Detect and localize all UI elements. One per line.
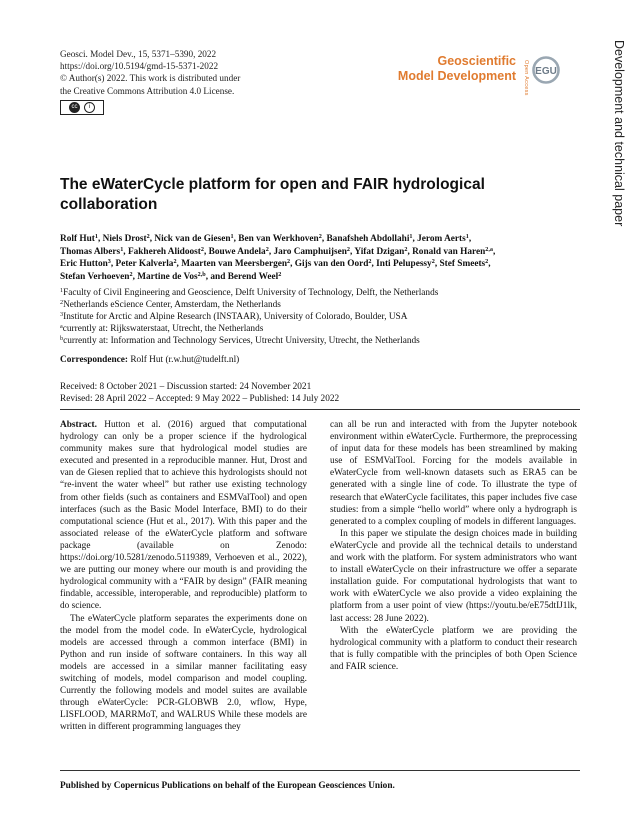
author-name: Maarten van Meersbergen [181,259,288,270]
author-affiliation-mark: 2 [278,270,282,278]
author-name: Yifat Dzigan [354,246,405,257]
author-affiliation-mark: 2 [173,258,177,266]
author-line: Thomas Albers$^1$, Fakhereh Alidoost$^2$, Bouwe Andela$^2$, Jaro Camphuijsen$^2$, Yifat Dzigan$^2$, Ronald van Haren$^{2,a}$, [60,245,496,257]
author-name: Rolf Hut [60,234,95,244]
author-name: Ronald van Haren [412,246,486,257]
affiliations [60,287,580,347]
divider [60,409,580,410]
section-label: Development and technical paper [612,40,626,227]
author-affiliation-mark: 2,b [197,270,206,278]
abstract-column-left [60,419,307,733]
citation-line: © Author(s) 2022. This work is distributed under [60,73,241,84]
author-affiliation-mark: 3 [107,258,111,266]
abstract-text: Hutton et al. (2016) argued that computational hydrology can only be a proper science if the hydrological community makes sure that hydrological model studies are executed and presented in a reproducible manner. Hut, Drost and van de Giesen replied that to achieve this hydrologists should not “re-invent the water wheel” but rather use existing technology from other fields (such as containers and ESMValTool) and open interfaces (such as the Basic Model Interface, BMI) to do their computational science (Hut et al., 2017). With this paper and the associated release of the eWaterCycle platform and software package (available on Zenodo: https://doi.org/10.5281/zenodo.5119389, Verhoeven et al., 2022), we are putting our money where our mouth is and providing the hydrological community with a “FAIR by design” (FAIR meaning findable, accessible, interoperable, and reproducible) platform to do science. [60,420,307,612]
author-affiliation-mark: 2,a [485,245,494,253]
abstract-paragraph: The eWaterCycle platform separates the experiments done on the model from the model code. In eWaterCycle, hydrological models are accessed through a common interface (BMI) in Python and run inside of software containers. In this way all models are accessed in a similar manner facilitating easy switching of models, model comparison and model coupling. Currently the following models and model suites are available through eWaterCycle: PCR-GLOBWB 2.0, wflow, Hype, LISFLOOD, MARRMoT, and WALRUS While these models are written in different programming languages they [60,613,307,733]
correspondence [60,355,239,365]
author-affiliation-mark: 1 [120,245,124,253]
citation-line: the Creative Commons Attribution 4.0 License. [60,85,235,96]
author-affiliation-mark: 2 [129,270,133,278]
author-name: Stefan Verhoeven [60,271,130,282]
correspondence-label: Correspondence: [60,355,128,365]
author-name: Berend Weel [227,271,279,282]
author-affiliation-mark: 2 [146,233,150,240]
author-name: Stef Smeets [439,259,486,270]
abstract-label: Abstract. [60,420,97,430]
author-affiliation-mark: 2 [346,245,351,253]
affiliation-text: currently at: Information and Technology Services, Utrecht University, Utrecht, the Netherlands [63,336,420,347]
author-name: Gijs van den Oord [294,259,369,270]
author-affiliation-mark: 1 [94,233,98,240]
attribution-icon: i [84,102,95,113]
cc-by-license-badge[interactable] [60,100,104,115]
abstract-paragraph: With the eWaterCycle platform we are providing the hydrological community with a platform to conduct their research that is fully compatible with the principles of both Open Science and FAIR science. [330,625,577,672]
publication-dates [60,381,339,405]
correspondence-email[interactable]: Rolf Hut (r.w.hut@tudelft.nl) [130,355,240,365]
open-access-label: Open Access [523,60,529,96]
author-affiliation-mark: 2 [431,258,435,266]
author-affiliation-mark: 2 [287,258,291,266]
citation-block [60,48,240,97]
author-name: Martine de Vos [137,271,198,282]
author-affiliation-mark: 2 [265,245,269,253]
author-line: Eric Hutton$^3$, Peter Kalverla$^2$, Maarten van Meersbergen$^2$, Gijs van den Oord$^2$, Inti Pelupessy$^2$, Stef Smeets$^2$, [60,258,491,270]
journal-name-line1: Geoscientific [437,54,516,68]
affiliation [60,323,580,335]
affiliation-text: currently at: Rijkswaterstaat, Utrecht, the Netherlands [62,324,264,335]
affiliation [60,299,580,311]
affiliation-mark: 1 [60,287,64,294]
author-name: Niels Drost [102,234,147,244]
footer-divider [60,770,580,771]
author-affiliation-mark: 1 [465,233,469,240]
abstract-paragraph: can all be run and interacted with from the Jupyter notebook environment within eWaterCycle. Furthermore, the preprocessing of input data for these models has been streamlined by making use of ESMValTool. Forcing for the models available in eWaterCycle from well-known datasets such as ERA5 can be generated with a single line of code. To illustrate the type of research that eWaterCycle facilitates, this paper includes five case studies: from a simple “hello world” where only a hydrograph is generated to a complex coupling of models in different languages. [330,420,577,527]
citation-line: Geosci. Model Dev., 15, 5371–5390, 2022 [60,49,217,59]
affiliation [60,287,580,299]
cc-icon: cc [69,102,80,113]
abstract-paragraph: In this paper we stipulate the design choices made in building eWaterCycle and provide all the technical details to understand and work with the platform. For system administrators who want to install eWaterCycle on their infrastructure we offer a separate installation guide. For computational hydrologists that want to work with eWaterCycle we also provide a video explaining the platform from a user point of view (https://youtu.be/eE75dtIJ1lk, last access: 28 June 2022). [330,528,577,624]
journal-name-line2: Model Development [397,69,516,83]
author-name: Banafsheh Abdollahi [326,234,410,244]
author-line: Rolf Hut$^1$, Niels Drost$^2$, Nick van de Giesen$^1$, Ben van Werkhoven$^2$, Banafsheh Abdollahi$^1$, Jerom Aerts$^1$, [60,233,472,244]
affiliation-mark: b [60,335,64,343]
author-affiliation-mark: 2 [404,245,408,253]
author-name: Bouwe Andela [208,246,266,257]
journal-name [380,54,516,84]
affiliation [60,335,580,347]
affiliation-text: Faculty of Civil Engineering and Geoscience, Delft University of Technology, Delft, the Netherlands [63,288,439,298]
author-name: Fakhereh Alidoost [127,246,201,257]
affiliation-mark: a [60,323,63,331]
egu-logo-icon [532,56,562,84]
author-list [60,233,580,283]
author-name: Jerom Aerts [417,234,466,244]
author-line: Stefan Verhoeven$^2$, Martine de Vos$^{2,b}$, and Berend Weel$^2$ [60,270,282,282]
received-date: Received: 8 October 2021 – Discussion started: 24 November 2021 [60,382,312,392]
abstract-column-right [330,419,577,673]
affiliation-text: Netherlands eScience Center, Amsterdam, the Netherlands [63,300,281,311]
author-name: Jaro Camphuijsen [273,246,347,257]
egu-logo-text: EGU [535,66,557,77]
author-affiliation-mark: 1 [230,233,234,240]
affiliation-text: Institute for Arctic and Alpine Research (INSTAAR), University of Colorado, Boulder, USA [63,312,408,323]
author-name: Inti Pelupessy [376,259,432,270]
affiliation-mark: 3 [60,311,64,319]
affiliation [60,311,580,323]
publisher-footer: Published by Copernicus Publications on behalf of the European Geosciences Union. [60,781,395,791]
author-name: Eric Hutton [60,259,108,270]
affiliation-mark: 2 [60,299,64,307]
author-name: Nick van de Giesen [154,234,231,244]
author-affiliation-mark: 2 [485,258,489,266]
doi-link[interactable]: https://doi.org/10.5194/gmd-15-5371-2022 [60,61,219,72]
author-affiliation-mark: 1 [409,233,413,240]
author-affiliation-mark: 2 [368,258,372,266]
author-affiliation-mark: 2 [318,233,322,240]
page-title: The eWaterCycle platform for open and FAIR hydrological collaboration [60,176,485,213]
author-name: Peter Kalverla [115,259,174,270]
author-affiliation-mark: 2 [200,245,204,253]
abstract-paragraph [60,419,307,613]
revised-date: Revised: 28 April 2022 – Accepted: 9 May 2022 – Published: 14 July 2022 [60,394,340,405]
author-name: Ben van Werkhoven [238,234,319,244]
author-name: Thomas Albers [60,246,121,257]
